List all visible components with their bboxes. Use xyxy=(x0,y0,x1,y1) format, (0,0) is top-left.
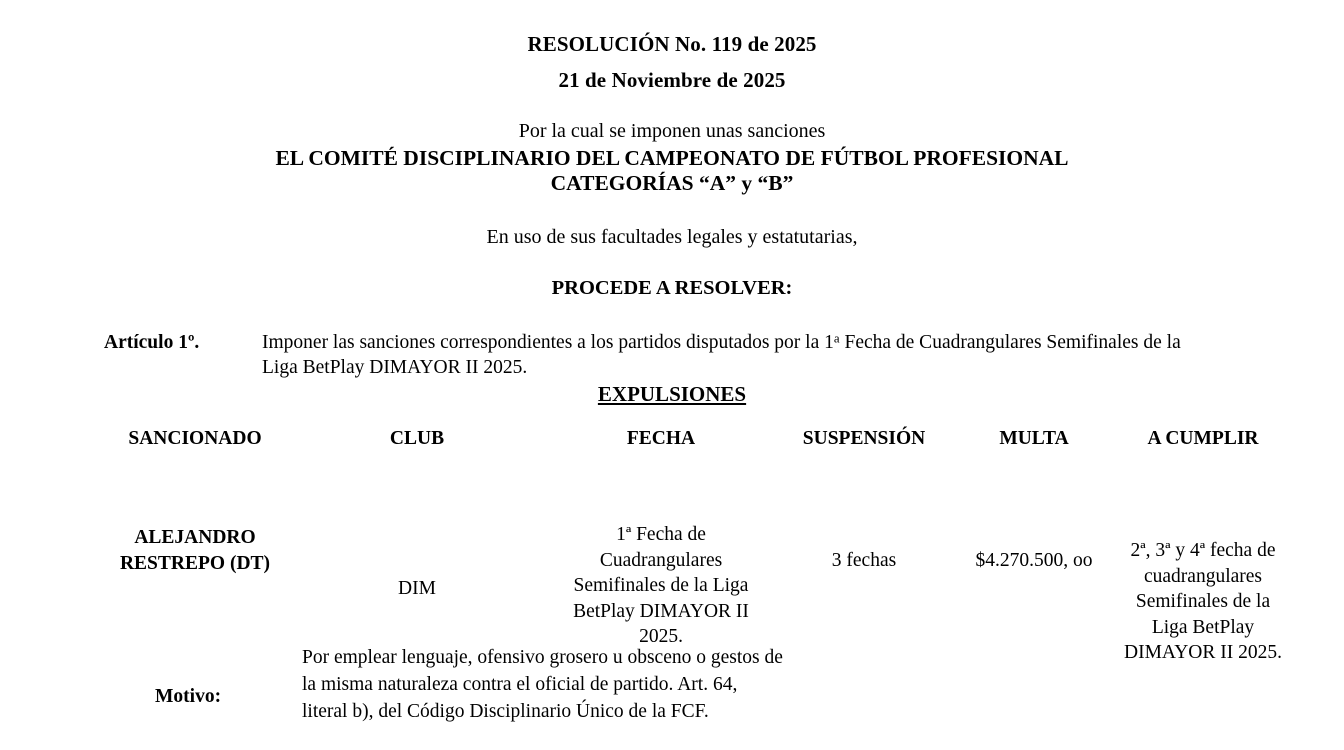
article-1-text-part-2: Fecha de Cuadrangulares Semifinales de la Liga BetPlay DIMAYOR II 2025. xyxy=(262,332,1181,378)
expulsiones-heading xyxy=(0,382,1344,407)
table-header-row xyxy=(0,428,1344,462)
cell-fecha: 1ª Fecha de Cuadrangulares Semifinales de la Liga BetPlay DIMAYOR II 2025. xyxy=(573,524,749,647)
article-1-ordinal: 1$^a$ xyxy=(824,331,840,353)
column-header-multa: MULTA xyxy=(999,428,1069,449)
committee-heading-line-2: CATEGORÍAS “A” y “B” xyxy=(550,171,794,195)
resolution-subject-line: Por la cual se imponen unas sanciones xyxy=(518,120,826,142)
column-header-suspension: SUSPENSIÓN xyxy=(802,428,926,449)
sanctions-table xyxy=(0,428,1344,663)
faculties-statement: En uso de sus facultades legales y estatutarias, xyxy=(486,226,858,248)
cell-suspension: 3 fechas xyxy=(831,550,897,571)
article-1-label: Artículo 1º. xyxy=(104,332,200,353)
committee-heading xyxy=(0,146,1344,196)
resolution-number-title: RESOLUCIÓN No. 119 de 2025 xyxy=(527,32,817,56)
cell-a-cumplir: 2ª, 3ª y 4ª fecha de cuadrangulares Semifinales de la Liga BetPlay DIMAYOR II 2025. xyxy=(1124,540,1282,663)
expulsiones-heading-text: EXPULSIONES xyxy=(597,382,747,406)
article-1-body xyxy=(262,330,1192,380)
resolution-date: 21 de Noviembre de 2025 xyxy=(558,68,786,92)
motivo-text: Por emplear lenguaje, ofensivo grosero u obsceno o gestos de la misma naturaleza contra el oficial de partido. Art. 64, literal b), del Código Disciplinario Único de la FCF. xyxy=(302,647,783,722)
column-header-sancionado: SANCIONADO xyxy=(128,428,262,449)
motivo-label: Motivo: xyxy=(155,686,222,707)
article-1-ordinal-superscript: a xyxy=(833,331,840,346)
column-header-club: CLUB xyxy=(389,428,445,449)
cell-multa: $4.270.500, oo xyxy=(975,550,1093,571)
cell-club: DIM xyxy=(398,578,436,599)
cell-sancionado: ALEJANDRO RESTREPO (DT) xyxy=(119,527,271,574)
article-1-text-part-1: Imponer las sanciones correspondientes a los partidos disputados por la xyxy=(262,332,825,353)
column-header-fecha: FECHA xyxy=(626,428,696,449)
column-header-a-cumplir: A CUMPLIR xyxy=(1147,428,1259,449)
resolve-statement: PROCEDE A RESOLVER: xyxy=(551,277,793,299)
committee-heading-line-1: EL COMITÉ DISCIPLINARIO DEL CAMPEONATO DE FÚTBOL PROFESIONAL xyxy=(275,146,1069,170)
